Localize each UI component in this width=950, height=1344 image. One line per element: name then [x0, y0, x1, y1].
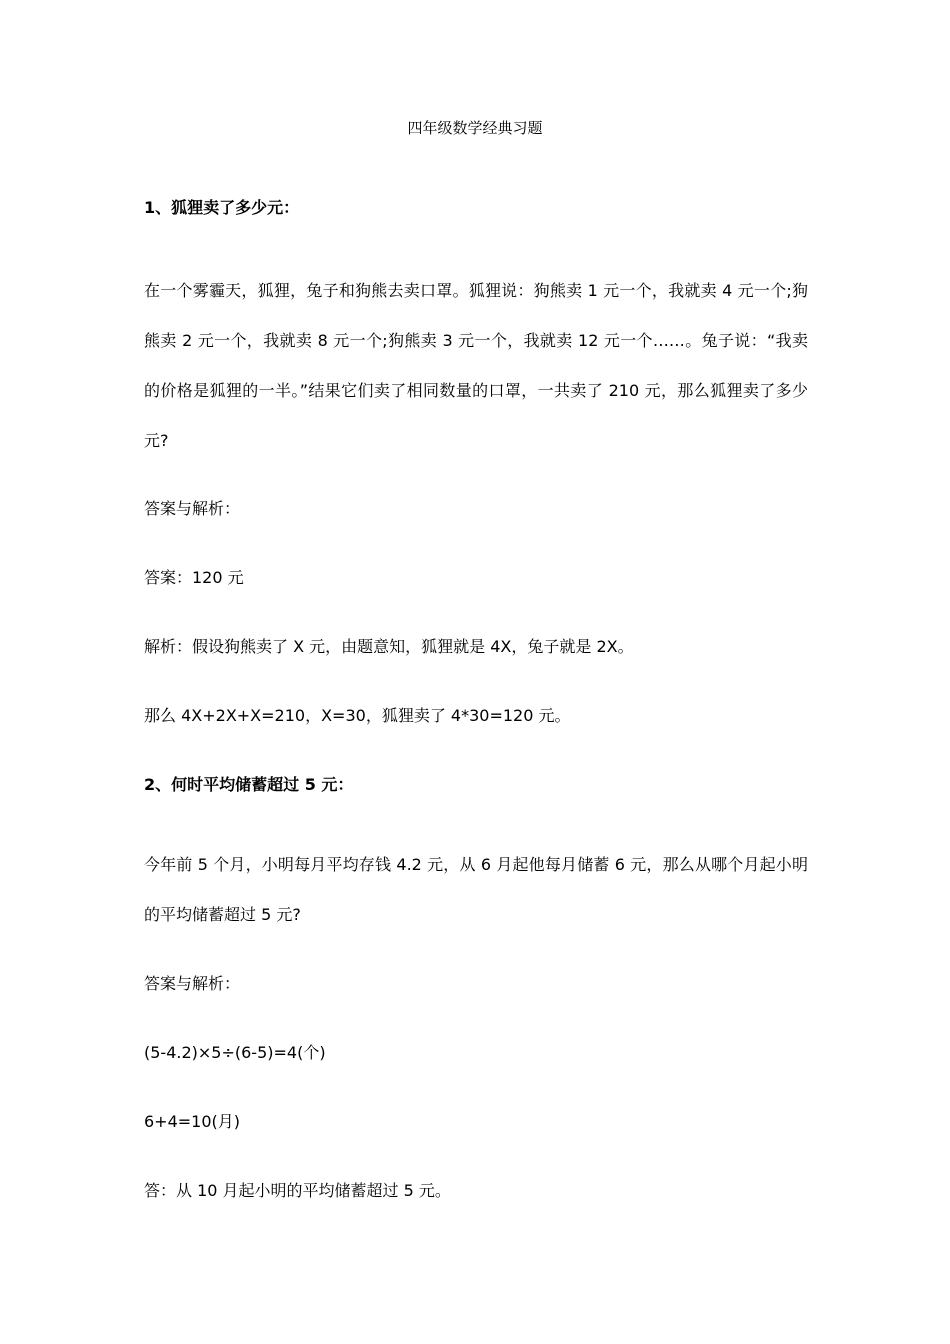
problem-2-step-1: (5-4.2)×5÷(6-5)=4(个) — [144, 1043, 326, 1062]
problem-2-answer-label: 答案与解析： — [144, 974, 241, 993]
problem-1-answer-label: 答案与解析： — [144, 499, 241, 518]
problem-2-question: 今年前 5 个月，小明每月平均存钱 4.2 元，从 6 月起他每月储蓄 6 元，那么从哪个月起小明的平均储蓄超过 5 元? — [144, 855, 808, 924]
problem-1-answer: 答案：120 元 — [144, 568, 244, 587]
problem-2-final-answer: 答：从 10 月起小明的平均储蓄超过 5 元。 — [144, 1181, 451, 1200]
document-title: 四年级数学经典习题 — [407, 119, 543, 137]
document-body — [144, 197, 808, 1202]
problem-1-calculation: 那么 4X+2X+X=210，X=30，狐狸卖了 4*30=120 元。 — [144, 706, 571, 725]
problem-1-question: 在一个雾霾天，狐狸，兔子和狗熊去卖口罩。狐狸说：狗熊卖 1 元一个，我就卖 4 元一个;狗熊卖 2 元一个，我就卖 8 元一个;狗熊卖 3 元一个，我就卖 12 元一个……。兔子说：“我卖的价格是狐狸的一半。”结果它们卖了相同数量的口罩，一共卖了 210 元，那么狐狸卖了多少元? — [144, 281, 808, 450]
problem-1-heading: 1、狐狸卖了多少元： — [144, 198, 300, 217]
problem-2-heading: 2、何时平均储蓄超过 5 元： — [144, 775, 354, 794]
problem-2-step-2: 6+4=10(月) — [144, 1112, 241, 1131]
problem-1-analysis: 解析：假设狗熊卖了 X 元，由题意知，狐狸就是 4X，兔子就是 2X。 — [144, 637, 634, 656]
